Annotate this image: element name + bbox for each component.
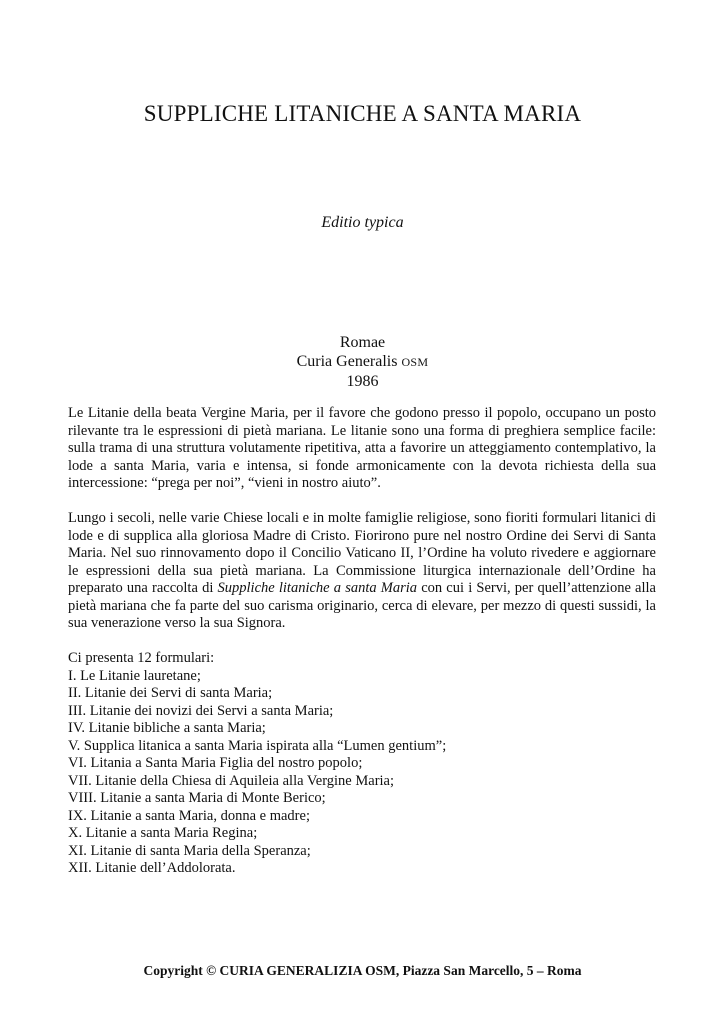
formulari-list — [68, 668, 656, 878]
imprint-city: Romae — [339, 334, 386, 351]
list-item: XII. Litanie dell’Addolorata. — [68, 860, 236, 876]
list-item: IX. Litanie a santa Maria, donna e madre; — [68, 807, 310, 824]
imprint-publisher: Curia Generalis — [296, 353, 398, 370]
history-paragraph-text: Lungo i secoli, nelle varie Chiese locali e in molte famiglie religiose, sono fioriti formulari litanici di lode e di supplica alla gloriosa Madre di Cristo. Fiorirono pure nel nostro Ordine dei Servi di Santa Maria. Nel suo rinnovamento dopo il Concilio Vaticano II, l’Ordine ha voluto rivedere e aggiornare le espressioni della sua pietà mariana. La Commissione liturgica internazionale dell’Ordine ha preparato una raccolta di — [68, 510, 656, 596]
list-item: X. Litanie a santa Maria Regina; — [68, 825, 258, 841]
history-paragraph — [68, 510, 656, 633]
list-intro: Ci presenta 12 formulari: — [68, 650, 215, 666]
list-item: VIII. Litanie a santa Maria di Monte Berico; — [68, 790, 326, 806]
copyright-footer: Copyright © CURIA GENERALIZIA OSM, Piazza San Marcello, 5 – Roma — [143, 963, 582, 978]
list-item: VII. Litanie della Chiesa di Aquileia alla Vergine Maria; — [68, 772, 395, 789]
imprint — [0, 333, 725, 391]
document-title: SUPPLICHE LITANICHE A SANTA MARIA — [143, 101, 582, 126]
history-paragraph-text-end: con cui i Servi, per quell’attenzione alla pietà mariana che fa parte del suo carisma originario, cerca di elevare, per mezzo di questi sussidi, la sua venerazione verso la sua Signora. — [68, 580, 656, 631]
intro-paragraph: Le Litanie della beata Vergine Maria, per il favore che godono presso il popolo, occupano un posto rilevante tra le espressioni di pietà mariana. Le litanie sono una forma di preghiera semplice facile: sulla trama di una struttura volutamente ripetitiva, atta a favorire un atteggiamento contemplativo, la lode a santa Maria, varia e intensa, si fonde armonicamente con la devota richiesta della sua intercessione: “prega per noi”, “vieni in nostro aiuto”. — [68, 405, 656, 491]
collection-title: Suppliche litaniche a santa Maria — [217, 580, 418, 596]
document-subtitle: Editio typica — [321, 214, 404, 231]
document-body — [68, 405, 656, 878]
list-item: V. Supplica litanica a santa Maria ispirata alla “Lumen gentium”; — [68, 737, 447, 754]
list-item: I. Le Litanie lauretane; — [68, 667, 201, 684]
list-item: III. Litanie dei novizi dei Servi a santa Maria; — [68, 702, 334, 719]
imprint-publisher-abbr: OSM — [401, 355, 429, 369]
list-item: XI. Litanie di santa Maria della Speranza; — [68, 842, 311, 859]
list-item: VI. Litania a Santa Maria Figlia del nostro popolo; — [68, 755, 363, 771]
list-item: IV. Litanie bibliche a santa Maria; — [68, 720, 266, 736]
imprint-year: 1986 — [346, 373, 379, 390]
imprint-publisher-line — [0, 352, 725, 372]
list-item: II. Litanie dei Servi di santa Maria; — [68, 685, 273, 701]
